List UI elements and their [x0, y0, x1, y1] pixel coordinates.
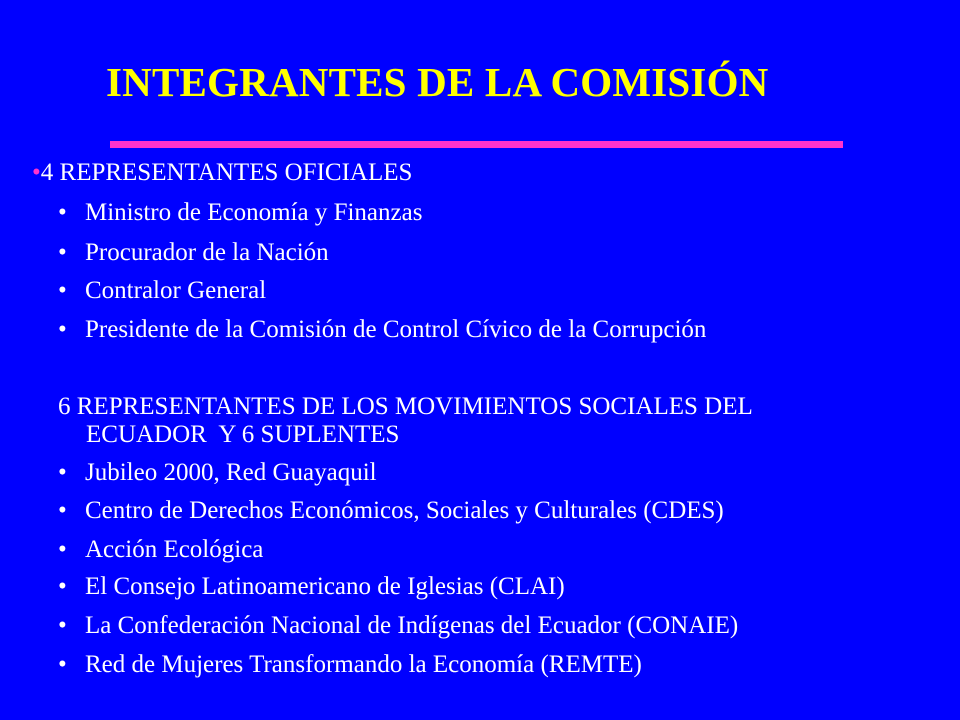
list-item	[58, 276, 266, 306]
list-item	[58, 458, 377, 488]
bullet: •	[58, 459, 67, 486]
list-item-text: Presidente de la Comisión de Control Cívico de la Corrupción	[85, 316, 707, 343]
bullet: •	[58, 277, 67, 304]
list-item	[58, 315, 706, 345]
list-item	[58, 611, 738, 641]
list-item	[58, 238, 329, 268]
section-1-heading	[32, 158, 412, 188]
list-item-text: La Confederación Nacional de Indígenas del Ecuador (CONAIE)	[85, 612, 739, 639]
list-item-text: Centro de Derechos Económicos, Sociales y Culturales (CDES)	[85, 497, 724, 524]
section-2-heading-line-2: ECUADOR Y 6 SUPLENTES	[86, 421, 400, 448]
list-item-text: El Consejo Latinoamericano de Iglesias (CLAI)	[85, 573, 565, 600]
section-1-bullet: •	[32, 159, 41, 186]
bullet: •	[58, 612, 67, 639]
list-item-text: Contralor General	[85, 277, 267, 304]
list-item	[58, 535, 263, 565]
bullet: •	[58, 651, 67, 678]
list-item-text: Jubileo 2000, Red Guayaquil	[85, 459, 377, 486]
list-item	[58, 198, 422, 228]
bullet: •	[58, 536, 67, 563]
section-1-heading-text: 4 REPRESENTANTES OFICIALES	[40, 159, 413, 186]
list-item	[58, 496, 724, 526]
bullet: •	[58, 573, 67, 600]
list-item	[58, 572, 565, 602]
bullet: •	[58, 199, 67, 226]
slide-title: INTEGRANTES DE LA COMISIÓN	[106, 59, 769, 105]
section-2-heading-line-1: 6 REPRESENTANTES DE LOS MOVIMIENTOS SOCIALES DEL	[58, 393, 753, 420]
list-item-text: Procurador de la Nación	[85, 239, 329, 266]
bullet: •	[58, 239, 67, 266]
list-item	[58, 650, 642, 680]
list-item-text: Acción Ecológica	[85, 536, 264, 563]
title-underline	[110, 141, 843, 148]
bullet: •	[58, 497, 67, 524]
bullet: •	[58, 316, 67, 343]
list-item-text: Red de Mujeres Transformando la Economía (REMTE)	[85, 651, 642, 678]
list-item-text: Ministro de Economía y Finanzas	[85, 199, 423, 226]
